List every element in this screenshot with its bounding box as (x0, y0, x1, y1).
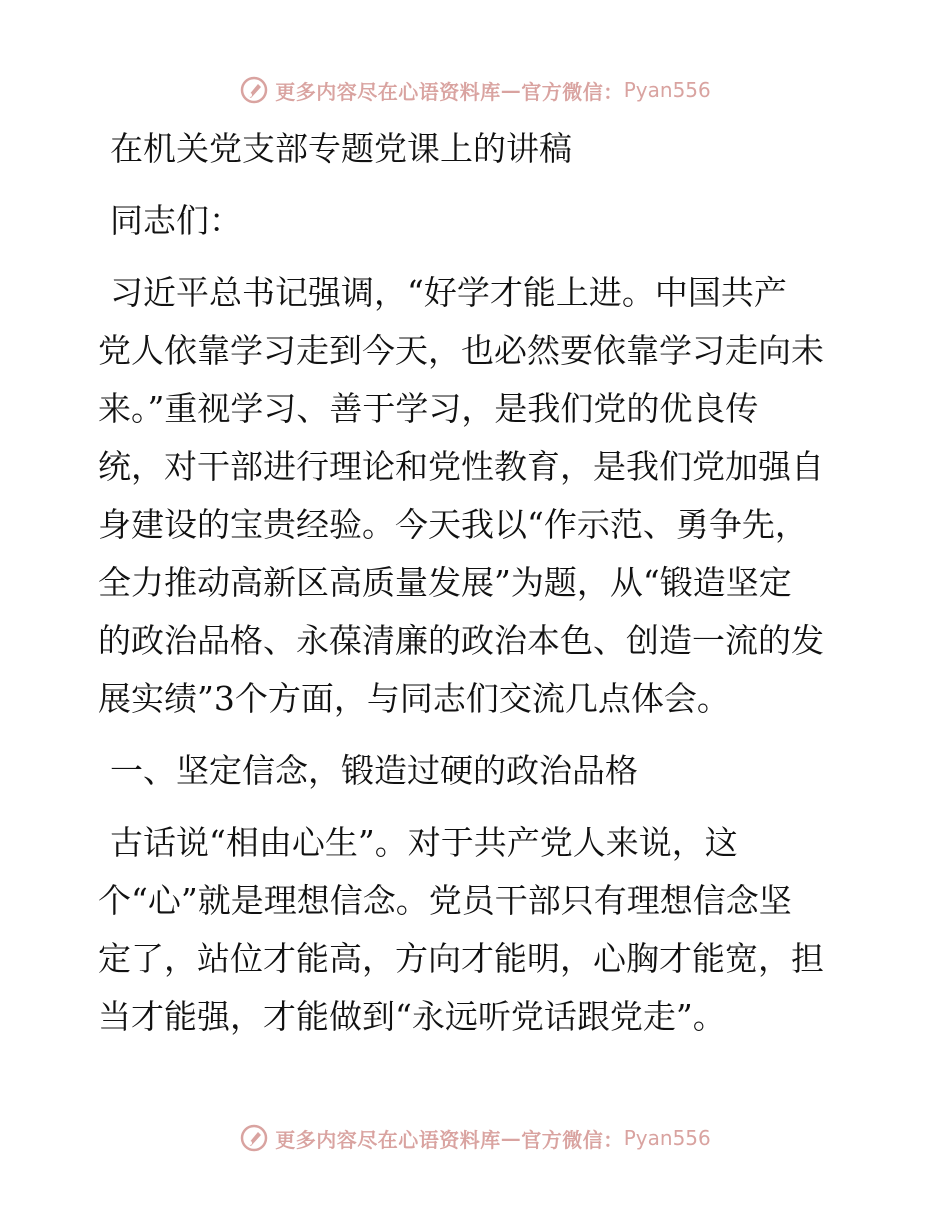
paragraph-line: 的政治品格、永葆清廉的政治本色、创造一流的发 (98, 621, 824, 660)
document-title: 在机关党支部专题党课上的讲稿 (110, 129, 572, 168)
paragraph-line: 当才能强，才能做到“永远听党话跟党走”。 (98, 997, 726, 1036)
watermark-dash: — (500, 78, 522, 102)
watermark-site-text: 更多内容尽在心语资料库 (275, 1127, 501, 1152)
salutation: 同志们： (110, 201, 242, 240)
paragraph-line: 全力推动高新区高质量发展”为题，从“锻造坚定 (98, 563, 792, 602)
paragraph-line: 个“心”就是理想信念。党员干部只有理想信念坚 (98, 881, 792, 920)
paragraph-1 (98, 264, 852, 728)
paragraph-line: 习近平总书记强调，“好学才能上进。中国共产 (110, 273, 787, 312)
watermark-banner-bottom (0, 1118, 950, 1158)
paragraph-line: 古话说“相由心生”。对于共产党人来说，这 (110, 823, 738, 862)
section-heading: 一、坚定信念，锻造过硬的政治品格 (110, 751, 638, 790)
paragraph-line: 定了，站位才能高，方向才能明，心胸才能宽，担 (98, 939, 824, 978)
watermark-contact-id: Pyan556 (623, 78, 711, 102)
watermark-dash: — (500, 1126, 522, 1150)
watermark-site-text: 更多内容尽在心语资料库 (275, 79, 501, 104)
paragraph-2 (98, 814, 852, 1046)
paragraph-line: 身建设的宝贵经验。今天我以“作示范、勇争先， (98, 505, 808, 544)
paragraph-line: 来。”重视学习、善于学习，是我们党的优良传 (98, 389, 759, 428)
watermark-contact-label: 官方微信： (521, 1127, 624, 1152)
watermark-contact-id: Pyan556 (623, 1126, 711, 1150)
pen-nib-logo-icon (239, 1123, 269, 1153)
watermark-contact-label: 官方微信： (521, 79, 624, 104)
document-body (98, 120, 852, 1046)
paragraph-line: 统，对干部进行理论和党性教育，是我们党加强自 (98, 447, 824, 486)
watermark-banner-top (0, 70, 950, 110)
paragraph-line: 展实绩”3个方面，与同志们交流几点体会。 (98, 679, 730, 718)
paragraph-line: 党人依靠学习走到今天，也必然要依靠学习走向未 (98, 331, 824, 370)
pen-nib-logo-icon (239, 75, 269, 105)
